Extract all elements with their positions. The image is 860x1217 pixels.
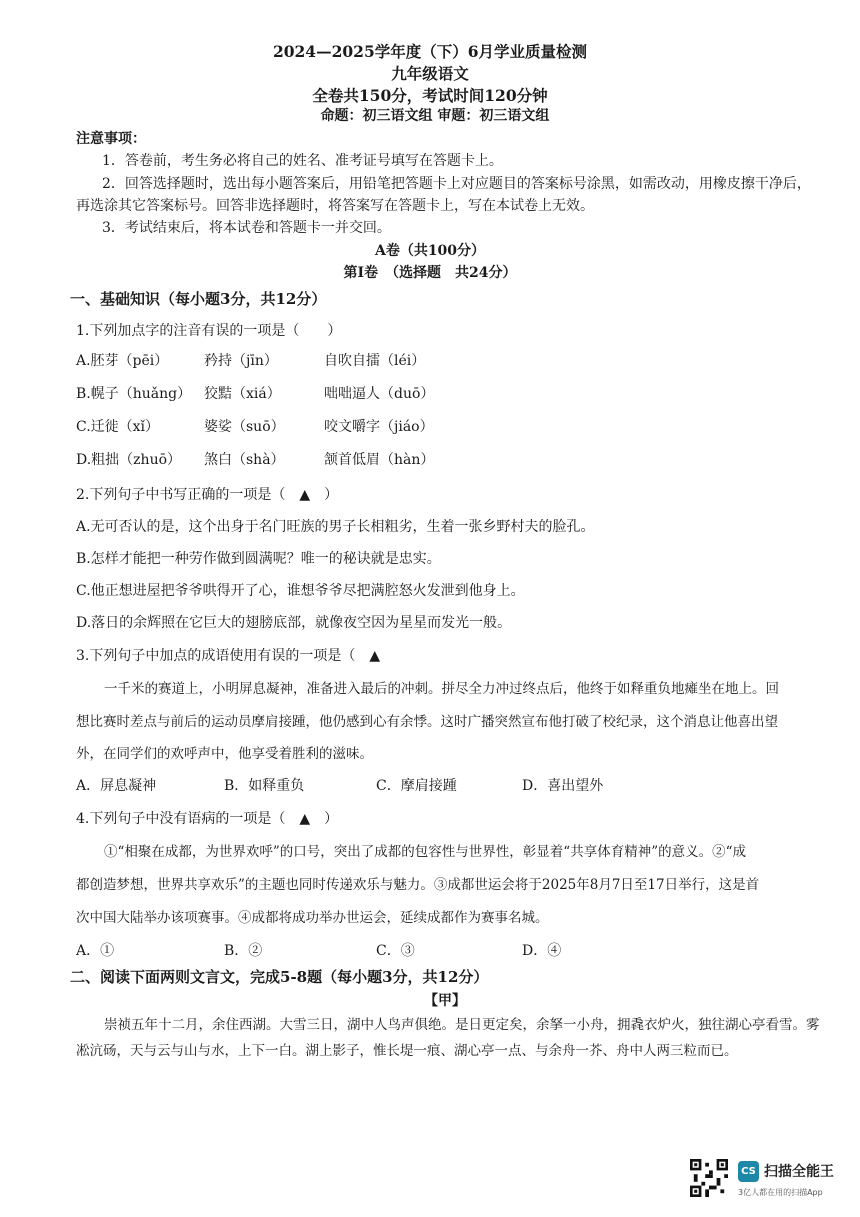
q1-c-3: 咬文嚼字（jiáo）: [324, 419, 434, 435]
q1-d-1: D.粗拙（zhuō）: [76, 452, 182, 468]
q1-a-3: 自吹自擂（léi）: [324, 353, 426, 369]
notice-item-1: 1．答卷前，考生务必将自己的姓名、准考证号填写在答题卡上。: [102, 153, 503, 169]
q1-a-1: A.胚芽（pēi）: [76, 353, 169, 369]
q3-passage-line-2: 想比赛时差点与前后的运动员摩肩接踵，他仍感到心有余悸。这时广播突然宣布他打破了校纪录，这个消息让他喜出望: [76, 714, 778, 730]
q1-d-3: 颔首低眉（hàn）: [324, 452, 435, 468]
notice-item-2-cont: 再选涂其它答案标号。回答非选择题时，将答案写在答题卡上，写在本试卷上无效。: [76, 198, 594, 214]
q4-passage-line-3: 次中国大陆举办该项赛事。④成都将成功举办世运会，延续成都作为赛事名城。: [76, 910, 549, 926]
scanner-tagline: 3亿人都在用的扫描App: [738, 1188, 823, 1197]
notice-heading: 注意事项：: [76, 131, 146, 147]
q1-stem: 1.下列加点字的注音有误的一项是（ ）: [76, 323, 342, 339]
q2-option-b: B.怎样才能把一种劳作做到圆满呢？唯一的秘诀就是忠实。: [76, 551, 441, 567]
q1-a-2: 矜持（jīn）: [204, 353, 278, 369]
section-1-heading: 一、基础知识（每小题3分，共12分）: [70, 290, 327, 308]
jia-passage-line-1: 崇祯五年十二月，余住西湖。大雪三日，湖中人鸟声俱绝。是日更定矣，余拏一小舟，拥毳衣炉火，独往湖心亭看雪。雾: [104, 1017, 820, 1033]
q3-option-b: B．如释重负: [224, 778, 305, 794]
scanner-app-name: 扫描全能王: [764, 1164, 834, 1180]
q4-option-d: D．④: [522, 943, 562, 959]
q3-stem: 3.下列句子中加点的成语使用有误的一项是（ ▲: [76, 648, 381, 664]
q4-passage-line-1: ①“相聚在成都，为世界欢呼”的口号，突出了成都的包容性与世界性，彰显着“共享体育精神”的意义。②“成: [104, 844, 747, 860]
q3-passage-line-3: 外，在同学们的欢呼声中，他享受着胜利的滋味。: [76, 746, 373, 762]
q1-c-1: C.迁徙（xǐ）: [76, 419, 160, 435]
notice-item-2: 2．回答选择题时，选出每小题答案后，用铅笔把答题卡上对应题目的答案标号涂黑，如需改动，用橡皮擦干净后，: [102, 176, 811, 192]
q4-option-c: C．③: [376, 943, 415, 959]
exam-subject: 九年级语文: [391, 64, 469, 83]
q4-option-b: B．②: [224, 943, 263, 959]
qr-code-icon: [690, 1159, 728, 1197]
q2-option-d: D.落日的余辉照在它巨大的翅膀底部，就像夜空因为星星而发光一般。: [76, 615, 512, 631]
exam-authors: 命题：初三语文组 审题：初三语文组: [320, 108, 550, 124]
exam-title: 2024—2025学年度（下）6月学业质量检测: [272, 42, 588, 61]
exam-info: 全卷共150分，考试时间120分钟: [312, 86, 548, 105]
notice-item-3: 3．考试结束后，将本试卷和答题卡一并交回。: [102, 220, 391, 236]
q1-d-2: 煞白（shà）: [204, 452, 285, 468]
passage-jia-label: 【甲】: [424, 993, 466, 1009]
scanner-logo: CS: [738, 1161, 759, 1182]
section-2-heading: 二、阅读下面两则文言文，完成5-8题（每小题3分，共12分）: [70, 968, 489, 986]
q4-option-a: A．①: [76, 943, 115, 959]
q1-b-2: 狡黠（xiá）: [204, 386, 281, 402]
q1-c-2: 婆娑（suō）: [204, 419, 285, 435]
q3-option-c: C．摩肩接踵: [376, 778, 457, 794]
q4-passage-line-2: 都创造梦想，世界共享欢乐”的主题也同时传递欢乐与魅力。③成都世运会将于2025年8月7日至17日举行，这是首: [76, 877, 760, 893]
q2-option-c: C.他正想进屋把爷爷哄得开了心，谁想爷爷尽把满腔怒火发泄到他身上。: [76, 583, 525, 599]
jia-passage-line-2: 凇沆砀，天与云与山与水，上下一白。湖上影子，惟长堤一痕、湖心亭一点、与余舟一芥、舟中人两三粒而已。: [76, 1043, 738, 1059]
q3-passage-line-1: 一千米的赛道上，小明屏息凝神，准备进入最后的冲刺。拼尽全力冲过终点后，他终于如释重负地瘫坐在地上。回: [104, 681, 779, 697]
q4-stem: 4.下列句子中没有语病的一项是（ ▲ ）: [76, 811, 339, 827]
q3-option-a: A．屏息凝神: [76, 778, 157, 794]
q2-stem: 2.下列句子中书写正确的一项是（ ▲ ）: [76, 487, 339, 503]
q1-b-1: B.幌子（huǎng）: [76, 386, 192, 402]
q1-b-3: 咄咄逼人（duō）: [324, 386, 435, 402]
q3-option-d: D．喜出望外: [522, 778, 604, 794]
part-a-heading: A卷（共100分）: [374, 243, 486, 259]
volume-1-heading: 第Ⅰ卷 （选择题 共24分）: [343, 265, 517, 281]
q2-option-a: A.无可否认的是，这个出身于名门旺族的男子长相粗劣，生着一张乡野村夫的脸孔。: [76, 519, 595, 535]
